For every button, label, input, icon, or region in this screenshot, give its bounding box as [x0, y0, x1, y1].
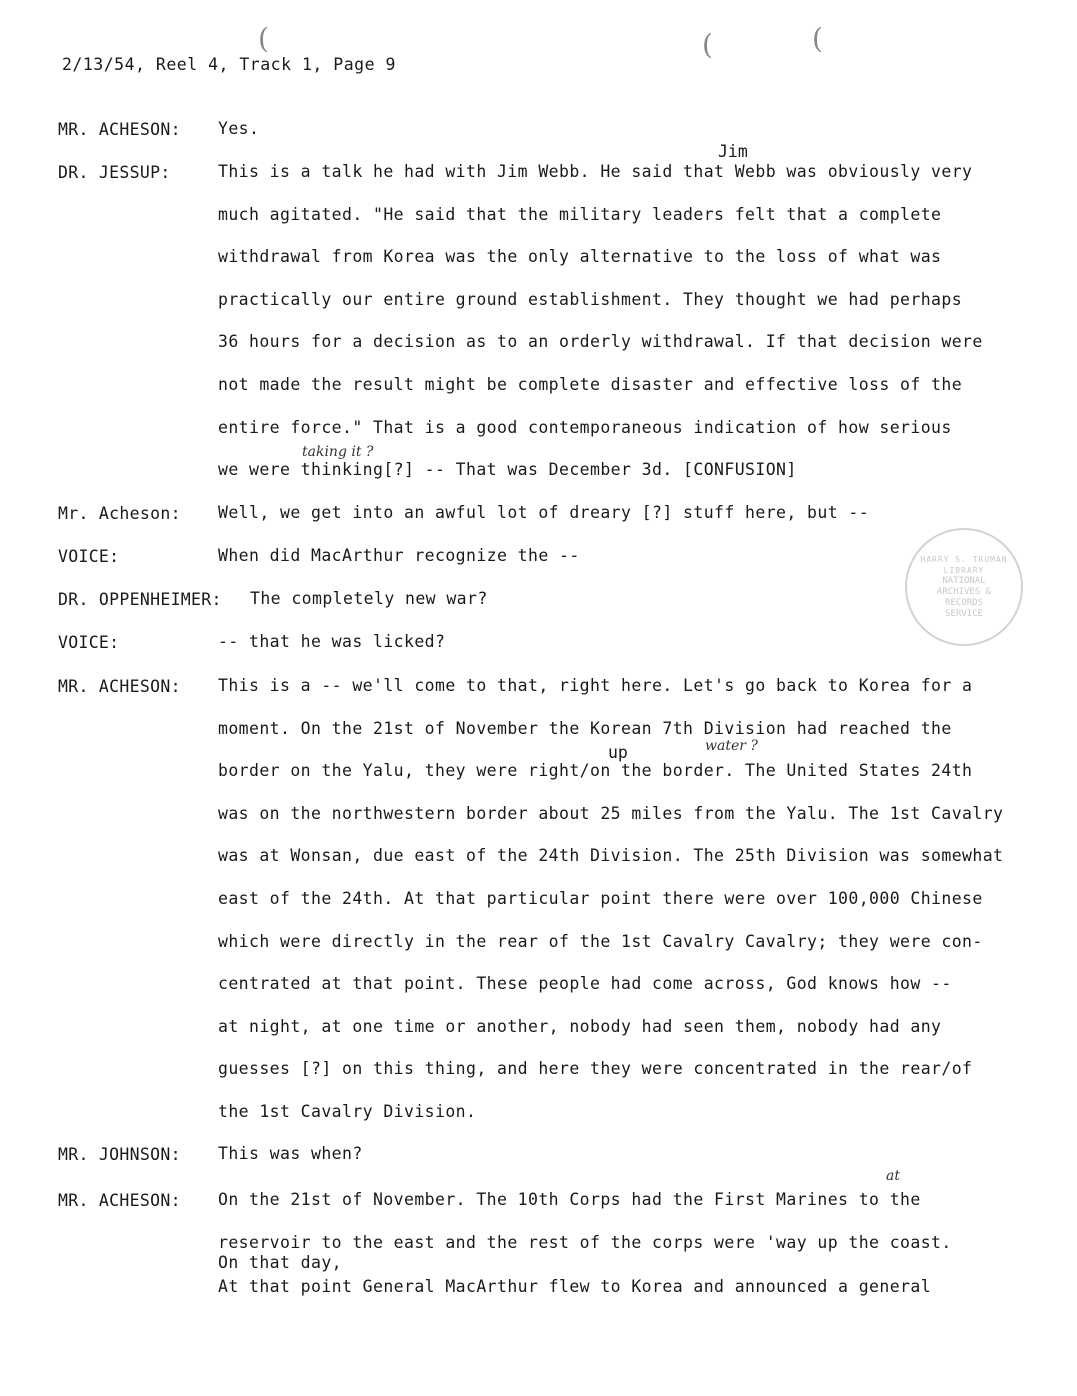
stamp-text: ARCHIVES & [936, 587, 992, 597]
speech-text [218, 1145, 1048, 1188]
text-line: practically our entire ground establishment. They thought we had perhaps [218, 289, 963, 309]
speaker-label: VOICE: [58, 547, 120, 566]
paper-mark: ( [258, 22, 269, 55]
speaker-label: DR. OPPENHEIMER: [58, 590, 222, 609]
text-line: we were thinking[?] -- That was December 3d. [CONFUSION] [218, 460, 797, 480]
text-line: At that point General MacArthur flew to Korea and announced a general [218, 1276, 932, 1296]
text-line: This is a -- we'll come to that, right here. Let's go back to Korea for a [218, 676, 973, 695]
text-line: 36 hours for a decision as to an orderly withdrawal. If that decision were [218, 332, 983, 352]
speech-text [218, 120, 1048, 163]
interlinear-correction: Jim [718, 142, 748, 161]
handwritten-annotation: water ? [705, 738, 758, 754]
text-line: moment. On the 21st of November the Korean 7th Division had reached the [218, 718, 952, 738]
text-line: border on the Yalu, they were right/on the border. The United States 24th [218, 761, 973, 781]
text-line: reservoir to the east and the rest of the corps were 'way up the coast. [218, 1232, 952, 1252]
speaker-label: VOICE: [58, 633, 120, 652]
text-line: was on the northwestern border about 25 miles from the Yalu. The 1st Cavalry [218, 803, 1004, 823]
text-line: at night, at one time or another, nobody had seen them, nobody had any [218, 1016, 942, 1036]
text-line: The completely new war? [250, 589, 488, 608]
speaker-label: MR. ACHESON: [58, 1191, 181, 1210]
text-line: withdrawal from Korea was the only alternative to the loss of what was [218, 247, 942, 267]
text-line: This was when? [218, 1144, 363, 1163]
text-line: guesses [?] on this thing, and here they were concentrated in the rear/of [218, 1059, 973, 1079]
text-line: centrated at that point. These people had come across, God knows how -- [218, 974, 952, 994]
paper-mark: ( [702, 28, 713, 61]
text-line: was at Wonsan, due east of the 24th Division. The 25th Division was somewhat [218, 846, 1004, 866]
speaker-label: MR. ACHESON: [58, 120, 181, 139]
speaker-label: MR. ACHESON: [58, 677, 181, 696]
text-line: This is a talk he had with Jim Webb. He said that Webb was obviously very [218, 162, 973, 181]
speaker-label: Mr. Acheson: [58, 504, 181, 523]
text-line: On that day, [218, 1252, 343, 1272]
handwritten-annotation: taking it ? [302, 444, 374, 460]
speaker-label: DR. JESSUP: [58, 163, 171, 182]
speech-text [218, 677, 1048, 1146]
speech-text [218, 633, 1048, 676]
text-line: east of the 24th. At that particular point there were over 100,000 Chinese [218, 888, 983, 908]
stamp-rim-text: HARRY S. TRUMAN LIBRARY [920, 555, 1008, 575]
stamp-text: SERVICE [945, 609, 983, 619]
handwritten-annotation: at [886, 1168, 900, 1184]
text-line: much agitated. "He said that the military leaders felt that a complete [218, 204, 942, 224]
speech-text [218, 1191, 1048, 1320]
text-line: not made the result might be complete disaster and effective loss of the [218, 374, 963, 394]
text-line: Yes. [218, 119, 260, 138]
archive-stamp [905, 528, 1023, 646]
text-line: which were directly in the rear of the 1st Cavalry Cavalry; they were con- [218, 931, 983, 951]
interlinear-correction: up [608, 743, 628, 762]
text-line: entire force." That is a good contemporaneous indication of how serious [218, 417, 952, 437]
text-line: When did MacArthur recognize the -- [218, 546, 580, 565]
text-line: Well, we get into an awful lot of dreary [?] stuff here, but -- [218, 503, 870, 522]
text-line: the 1st Cavalry Division. [218, 1101, 477, 1121]
speech-text [218, 504, 1048, 547]
speaker-label: MR. JOHNSON: [58, 1145, 181, 1164]
stamp-text: NATIONAL [942, 576, 986, 586]
text-line: On the 21st of November. The 10th Corps had the First Marines to the [218, 1190, 921, 1209]
paper-mark: ( [812, 22, 823, 55]
text-line: -- that he was licked? [218, 632, 446, 651]
page-header: 2/13/54, Reel 4, Track 1, Page 9 [62, 55, 396, 74]
stamp-text: RECORDS [945, 598, 983, 608]
